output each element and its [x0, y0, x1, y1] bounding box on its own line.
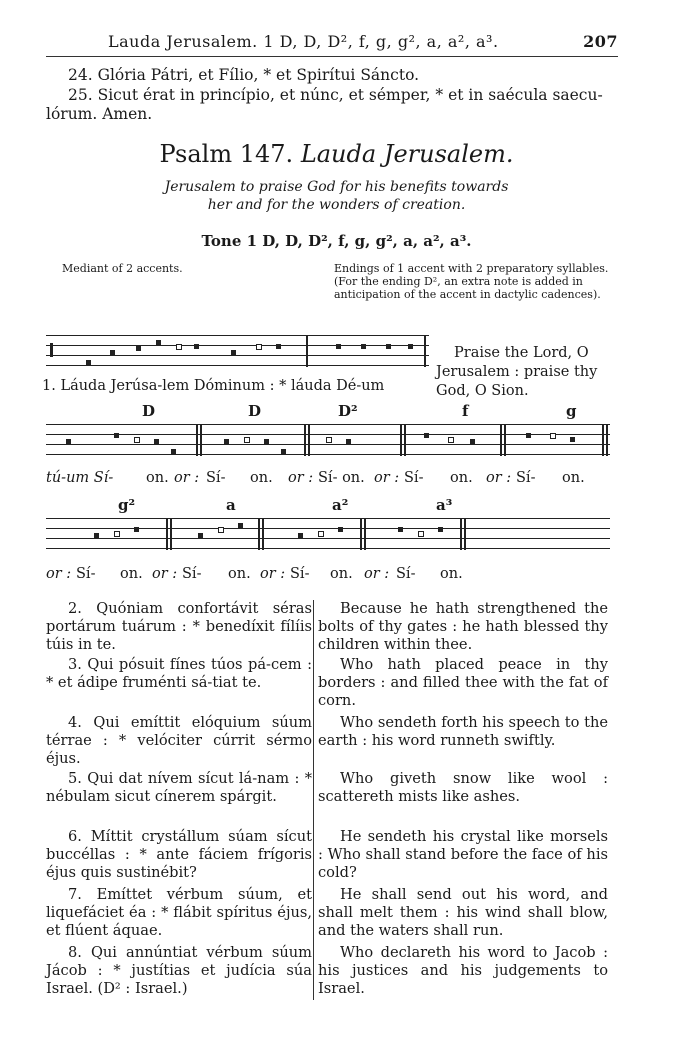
row3-syllable: Sí- [182, 566, 202, 582]
verse-5-latin: 5. Qui dat nívem sícut lá-nam : * nébulam sicut cínerem spárgit. [46, 770, 312, 805]
chant-staff-2 [46, 424, 610, 456]
verse-2-english: Because he hath strengthened the bolts of thy gates : he hath blessed thy children within thee. [318, 600, 608, 653]
row2-syllable: Sí- [404, 470, 424, 486]
chant1-text: 1. Láuda Jerúsa-lem Dóminum : * láuda Dé-um [42, 378, 385, 394]
row2-syllable: or : [486, 470, 512, 486]
psalm-number: Psalm 147. [159, 140, 294, 168]
psalm-incipit: Lauda Jerusalem. [300, 140, 514, 168]
header-rule [46, 56, 618, 57]
column-separator [313, 600, 314, 1000]
mediant-note: Mediant of 2 accents. [62, 262, 183, 275]
tone-heading: Tone 1 D, D, D², f, g, g², a, a², a³. [201, 232, 472, 250]
verse-7-latin: 7. Emíttet vérbum súum, et liquefáciet éa : * flábit spíritus éjus, et flúent áquae. [46, 886, 312, 939]
row3-syllable: or : [364, 566, 390, 582]
verse-6-latin: 6. Míttit crystállum súam sícut buccéllas : * ante fáciem frígoris éjus quis sustinébit? [46, 828, 312, 881]
row2-syllable: on. [146, 470, 169, 486]
verse-25-line1: 25. Sicut érat in princípio, et núnc, et sémper, * et in saécula saecu- [68, 86, 603, 104]
row2-syllable: on. [562, 470, 585, 486]
psalm-title [0, 140, 673, 168]
row2-syllable: Sí- [206, 470, 226, 486]
running-header [108, 32, 618, 51]
row3-syllable: or : [260, 566, 286, 582]
row3-syllable: Sí- [290, 566, 310, 582]
verse-8-latin: 8. Qui annúntiat vérbum súum Jácob : * justítias et judícia súa Israel. (D² : Israel.) [46, 944, 312, 997]
row2-syllable: Sí- [516, 470, 536, 486]
row2-syllable: Sí- on. [318, 470, 365, 486]
row2-syllable: on. [450, 470, 473, 486]
row2-syllable: or : [174, 470, 200, 486]
row2-syllable: tú-um Sí- [46, 470, 114, 486]
row2-syllable: on. [250, 470, 273, 486]
verse-25-line2: lórum. Amen. [46, 105, 153, 123]
ending-label-d: D [248, 402, 262, 420]
chant1-english: Praise the Lord, O Jerusalem : praise thy God, O Sion. [436, 345, 598, 399]
verse-7-english: He shall send out his word, and shall melt them : his wind shall blow, and the waters shall run. [318, 886, 608, 939]
row3-syllable: on. [330, 566, 353, 582]
ending-label-f: f [462, 402, 469, 420]
ending-label-g2: g² [118, 496, 136, 514]
verse-4-english: Who sendeth forth his speech to the earth : his word runneth swiftly. [318, 714, 608, 749]
row2-syllable: or : [288, 470, 314, 486]
verse-3-english: Who hath placed peace in thy borders : and filled thee with the fat of corn. [318, 656, 608, 709]
row2-syllable: or : [374, 470, 400, 486]
row3-syllable: Sí- [396, 566, 416, 582]
header-title: Lauda Jerusalem. 1 D, D, D², f, g, g², a, a², a³. [108, 32, 499, 51]
row3-syllable: on. [440, 566, 463, 582]
chant-staff-3 [46, 518, 610, 550]
row3-syllable: or : [152, 566, 178, 582]
endings-note: Endings of 1 accent with 2 preparatory syllables. (For the ending D², an extra note is added in anticipation of the accent in dactylic cadences). [334, 262, 609, 301]
psalm-subtitle [0, 178, 673, 214]
row3-syllable: on. [228, 566, 251, 582]
row3-syllable: on. [120, 566, 143, 582]
ending-label-a: a [226, 496, 236, 514]
subtitle-line2: her and for the wonders of creation. [207, 197, 466, 213]
page-number: 207 [583, 32, 618, 51]
ending-label-a2: a² [332, 496, 349, 514]
verse-2-latin: 2. Quóniam confortávit séras portárum tuárum : * benedíxit fílíis túis in te. [46, 600, 312, 653]
row3-syllable: or : [46, 566, 72, 582]
verse-5-english: Who giveth snow like wool : scattereth mists like ashes. [318, 770, 608, 805]
chant-staff-1 [46, 335, 429, 367]
row3-syllable: Sí- [76, 566, 96, 582]
ending-label-d2: D² [338, 402, 358, 420]
ending-label-d: D [142, 402, 156, 420]
verse-3-latin: 3. Qui pósuit fínes túos pá-cem : * et ádipe fruménti sá-tiat te. [46, 656, 312, 691]
verse-4-latin: 4. Qui emíttit elóquium súum térrae : * velóciter cúrrit sérmo éjus. [46, 714, 312, 767]
subtitle-line1: Jerusalem to praise God for his benefits towards [164, 179, 509, 195]
verse-24: 24. Glória Pátri, et Fílio, * et Spirítui Sáncto. [68, 66, 420, 84]
verse-8-english: Who declareth his word to Jacob : his justices and his judgements to Israel. [318, 944, 608, 997]
verse-6-english: He sendeth his crystal like morsels : Who shall stand before the face of his cold? [318, 828, 608, 881]
ending-label-g: g [566, 402, 577, 420]
ending-label-a3: a³ [436, 496, 453, 514]
